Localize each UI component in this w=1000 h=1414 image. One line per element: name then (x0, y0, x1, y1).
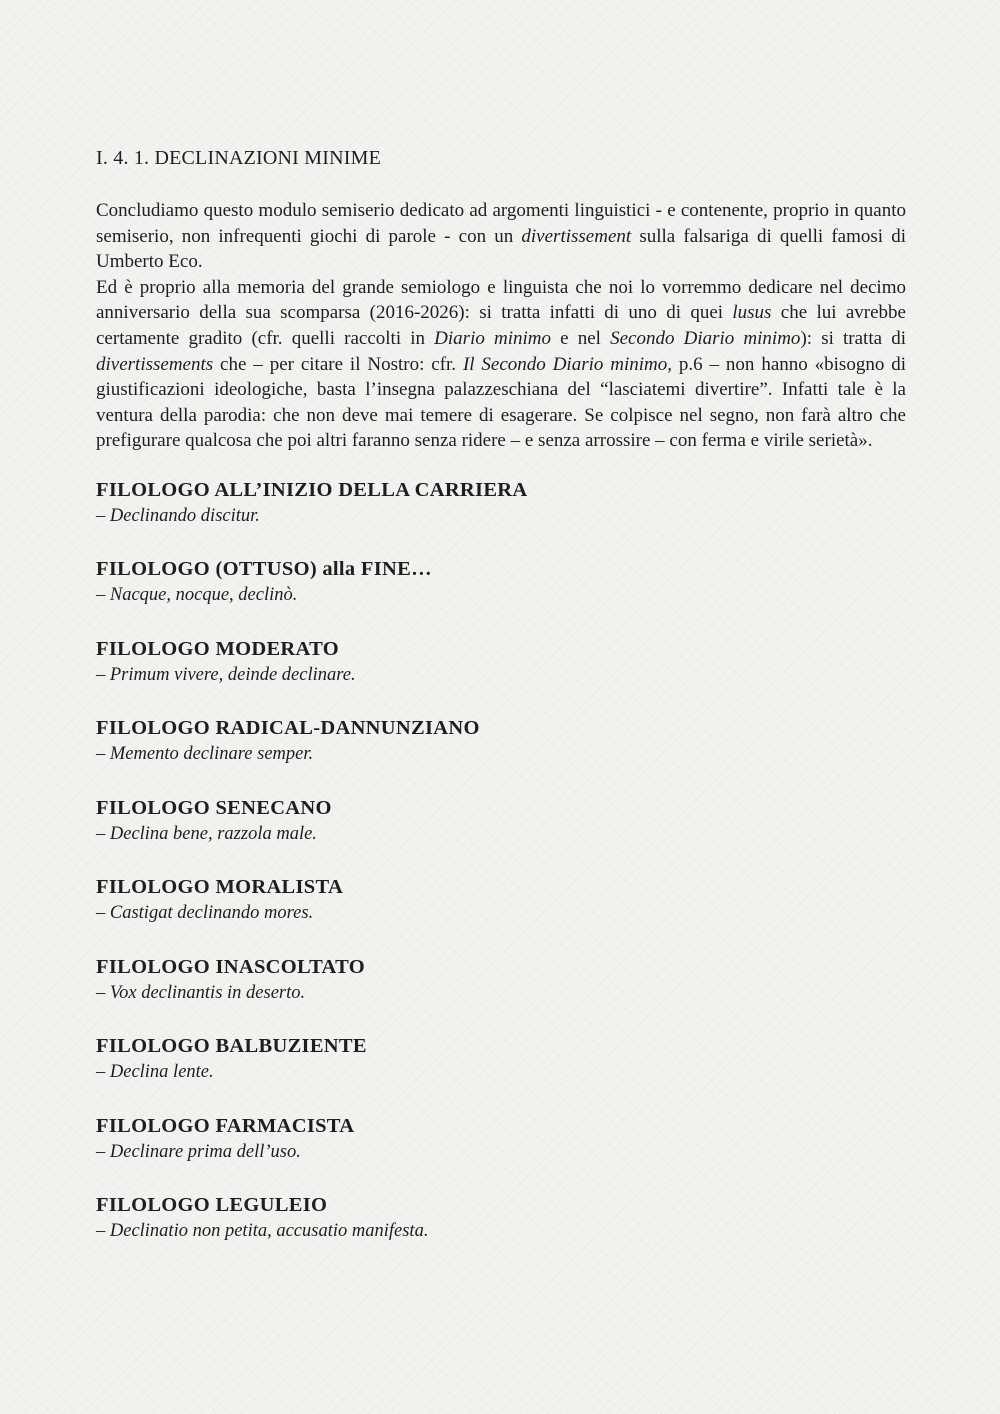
entry-title: FILOLOGO RADICAL-DANNUNZIANO (96, 717, 480, 740)
entry (96, 1033, 906, 1113)
entry-title: FILOLOGO SENECANO (96, 796, 332, 819)
intro-text (96, 198, 906, 454)
entry-title: FILOLOGO LEGULEIO (96, 1194, 328, 1217)
entry (96, 954, 906, 1034)
entry (96, 874, 906, 954)
entry-title: FILOLOGO INASCOLTATO (96, 955, 365, 978)
italic-run: divertissements (96, 353, 214, 375)
entry (96, 1113, 906, 1193)
intro-paragraph-2 (96, 275, 906, 454)
entry (96, 556, 906, 636)
entry-quote: – Declinando discitur. (96, 505, 260, 526)
entry-quote: – Declina lente. (96, 1062, 214, 1083)
text-run: sulla falsariga di quelli famosi di Umberto Eco. (96, 225, 906, 273)
entry (96, 795, 906, 875)
entry-quote: – Castigat declinando mores. (96, 903, 314, 924)
text-run: Ed è proprio alla memoria del grande semiologo e linguista che noi lo vorremmo dedicare nel decimo anniversario della sua scomparsa (2016-2026): si tratta infatti di uno di quei (96, 276, 906, 324)
entry-title: FILOLOGO ALL’INIZIO DELLA CARRIERA (96, 478, 528, 501)
entries-list (96, 477, 906, 1272)
text-run: che – per citare il Nostro: cfr. (213, 353, 463, 375)
entry-quote: – Declinare prima dell’uso. (96, 1141, 301, 1162)
entry-title: FILOLOGO MODERATO (96, 637, 339, 660)
entry-quote: – Vox declinantis in deserto. (96, 982, 306, 1003)
page-content (96, 144, 906, 1272)
text-run: , p.6 – non hanno «bisogno di giustificazioni ideologiche, basta l’insegna palazzeschiana del “lasciatemi divertire”. Infatti tale è la ventura della parodia: che non deve mai temere di esagerare. Se colpisce nel segno, non farà altro che prefigurare qualcosa che poi altri faranno senza ridere – e senza arrossire – con ferma e virile serietà». (96, 353, 906, 452)
section-title: I. 4. 1. DECLINAZIONI MINIME (96, 147, 381, 169)
text-run: Concludiamo questo modulo semiserio dedicato ad argomenti linguistici - e contenente, proprio in quanto semiserio, non infrequenti giochi di parole - con un (96, 200, 906, 247)
italic-run: divertissement (521, 225, 632, 247)
entry-quote: – Nacque, nocque, declinò. (96, 585, 298, 606)
entry (96, 1192, 906, 1272)
text-run: ): si tratta di (800, 327, 906, 349)
italic-run: Secondo Diario minimo (610, 327, 801, 349)
entry (96, 715, 906, 795)
text-run: che lui avrebbe certamente gradito (cfr. quelli raccolti in (96, 302, 906, 349)
entry-quote: – Primum vivere, deinde declinare. (96, 664, 356, 685)
italic-run: Diario minimo (434, 327, 551, 349)
intro-paragraph-1 (96, 198, 906, 275)
entry-quote: – Declinatio non petita, accusatio manifesta. (96, 1221, 429, 1242)
italic-run: lusus (732, 302, 772, 324)
entry (96, 636, 906, 716)
entry-title: FILOLOGO (OTTUSO) alla FINE… (96, 558, 432, 581)
entry-quote: – Declina bene, razzola male. (96, 823, 317, 844)
entry-title: FILOLOGO BALBUZIENTE (96, 1035, 367, 1058)
entry (96, 477, 906, 557)
text-run: e nel (551, 327, 611, 349)
entry-title: FILOLOGO MORALISTA (96, 876, 344, 899)
entry-title: FILOLOGO FARMACISTA (96, 1114, 355, 1137)
entry-quote: – Memento declinare semper. (96, 744, 314, 765)
italic-run: Il Secondo Diario minimo (462, 353, 668, 375)
